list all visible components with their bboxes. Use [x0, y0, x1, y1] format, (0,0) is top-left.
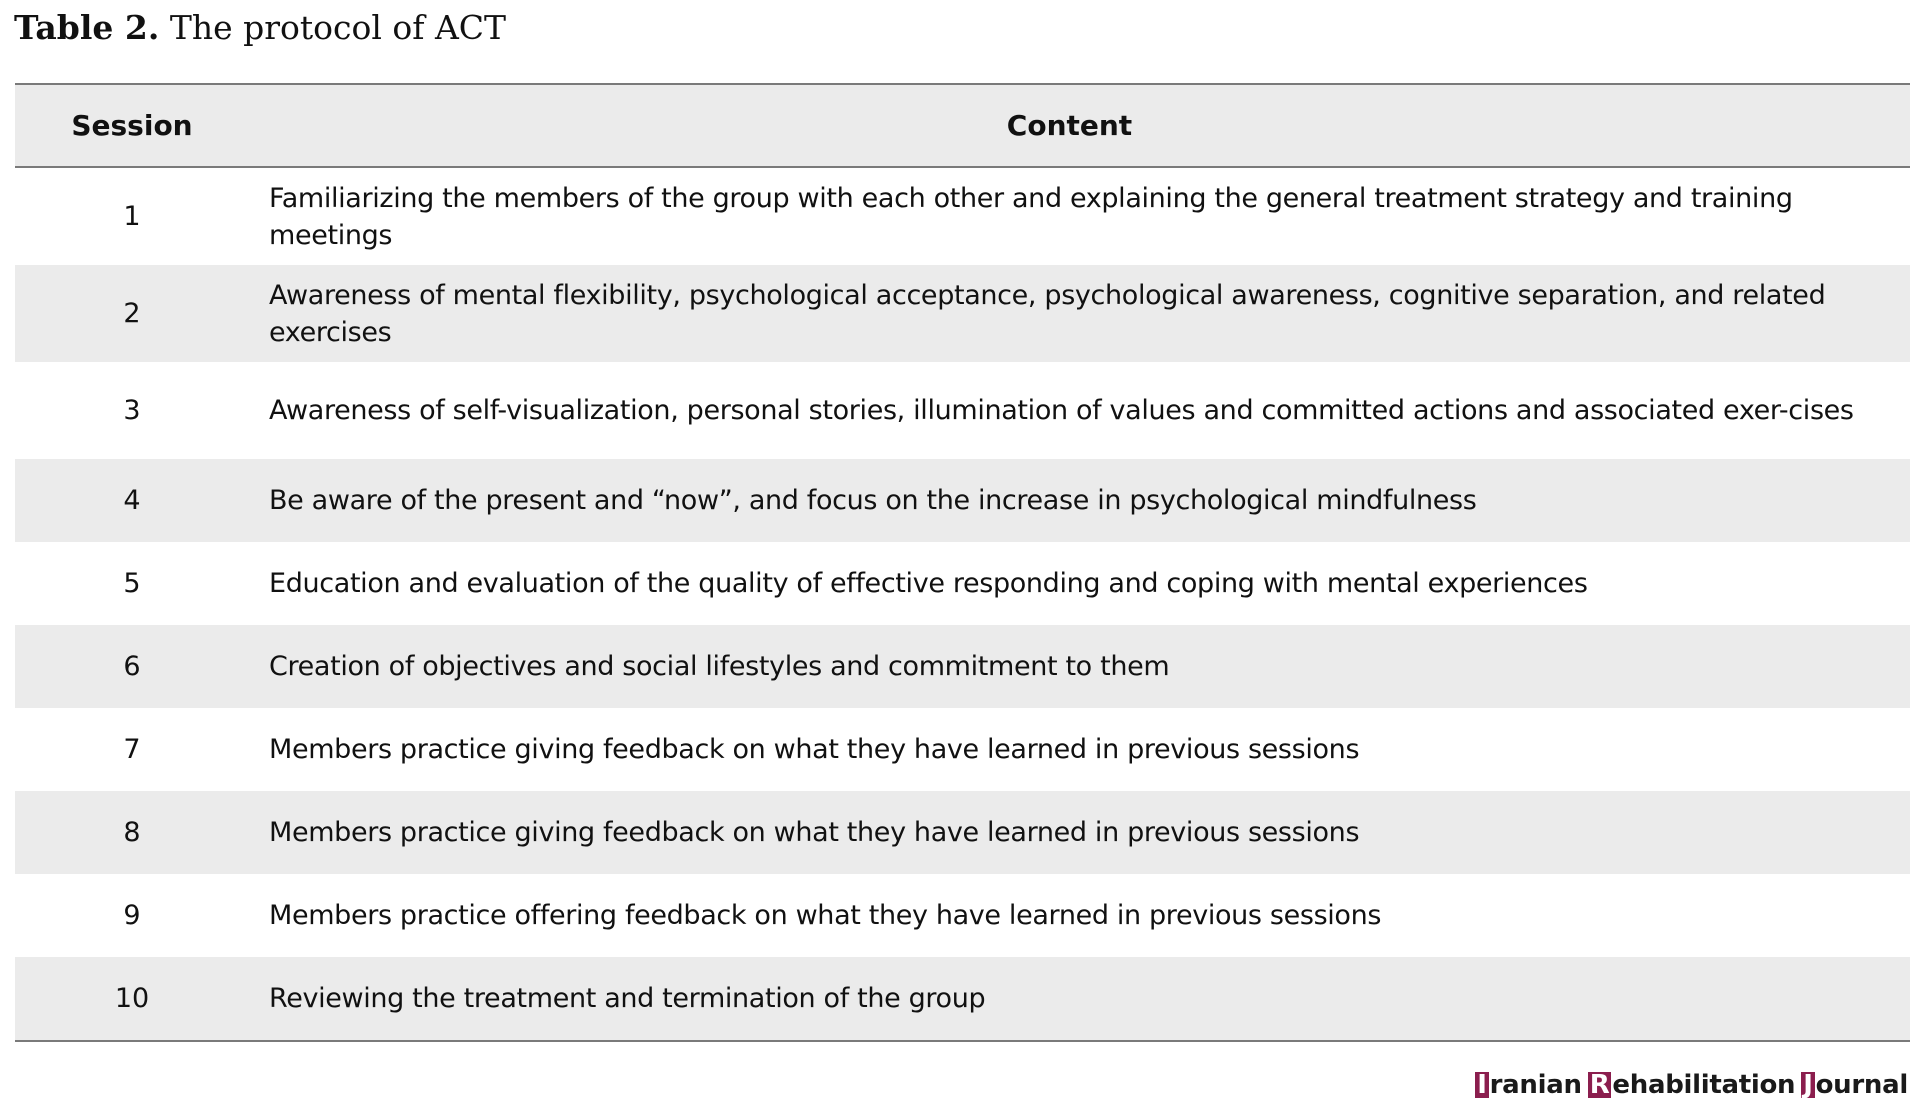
- session-number: 3: [123, 395, 141, 426]
- table-row: [15, 459, 1910, 542]
- logo-initial: R: [1589, 1070, 1610, 1100]
- logo-word: [1801, 1070, 1908, 1100]
- session-number: 5: [123, 568, 141, 599]
- caption-label: Table 2.: [14, 8, 160, 47]
- header-content: Content: [1006, 109, 1133, 142]
- protocol-table: [15, 83, 1910, 1042]
- table-row: [15, 708, 1910, 791]
- session-number: 4: [123, 485, 141, 516]
- logo-word-rest: ehabilitation: [1612, 1070, 1796, 1100]
- session-content: Members practice giving feedback on what they have learned in previous sessions: [269, 734, 1360, 765]
- logo-word: [1588, 1070, 1796, 1100]
- table-row: [15, 874, 1910, 957]
- session-content: Awareness of mental flexibility, psychological acceptance, psychological awareness, cognitive separation, and related exercises: [269, 279, 1826, 348]
- caption-title: The protocol of ACT: [169, 8, 507, 47]
- table-row: [15, 362, 1910, 459]
- session-number: 7: [123, 734, 141, 765]
- table-body: [15, 168, 1910, 1040]
- table-row: [15, 957, 1910, 1040]
- session-number: 6: [123, 651, 141, 682]
- session-content: Education and evaluation of the quality of effective responding and coping with mental experiences: [269, 568, 1588, 599]
- session-number: 2: [123, 298, 141, 329]
- session-content: Be aware of the present and “now”, and focus on the increase in psychological mindfulness: [269, 485, 1477, 516]
- session-content: Creation of objectives and social lifestyles and commitment to them: [269, 651, 1170, 682]
- session-content: Awareness of self-visualization, personal stories, illumination of values and committed actions and associated exer-cises: [269, 395, 1854, 426]
- session-content: Reviewing the treatment and termination of the group: [269, 983, 986, 1014]
- table-row: [15, 168, 1910, 265]
- session-content: Familiarizing the members of the group with each other and explaining the general treatment strategy and training meetings: [269, 182, 1793, 251]
- session-number: 9: [123, 900, 141, 931]
- logo-initial: J: [1803, 1070, 1813, 1100]
- logo-word: [1475, 1070, 1581, 1100]
- logo-word-rest: ournal: [1815, 1070, 1908, 1100]
- logo-initial: I: [1477, 1070, 1487, 1100]
- session-number: 8: [123, 817, 141, 848]
- table-header-row: [15, 85, 1910, 168]
- session-content: Members practice giving feedback on what they have learned in previous sessions: [269, 817, 1360, 848]
- table-row: [15, 791, 1910, 874]
- table-caption: [14, 6, 506, 50]
- logo-word-rest: ranian: [1489, 1070, 1582, 1100]
- table-row: [15, 265, 1910, 362]
- journal-logo: [1475, 1070, 1908, 1100]
- session-number: 1: [123, 201, 141, 232]
- table-row: [15, 625, 1910, 708]
- table-row: [15, 542, 1910, 625]
- session-number: 10: [114, 983, 150, 1014]
- header-session: Session: [71, 109, 193, 142]
- session-content: Members practice offering feedback on what they have learned in previous sessions: [269, 900, 1382, 931]
